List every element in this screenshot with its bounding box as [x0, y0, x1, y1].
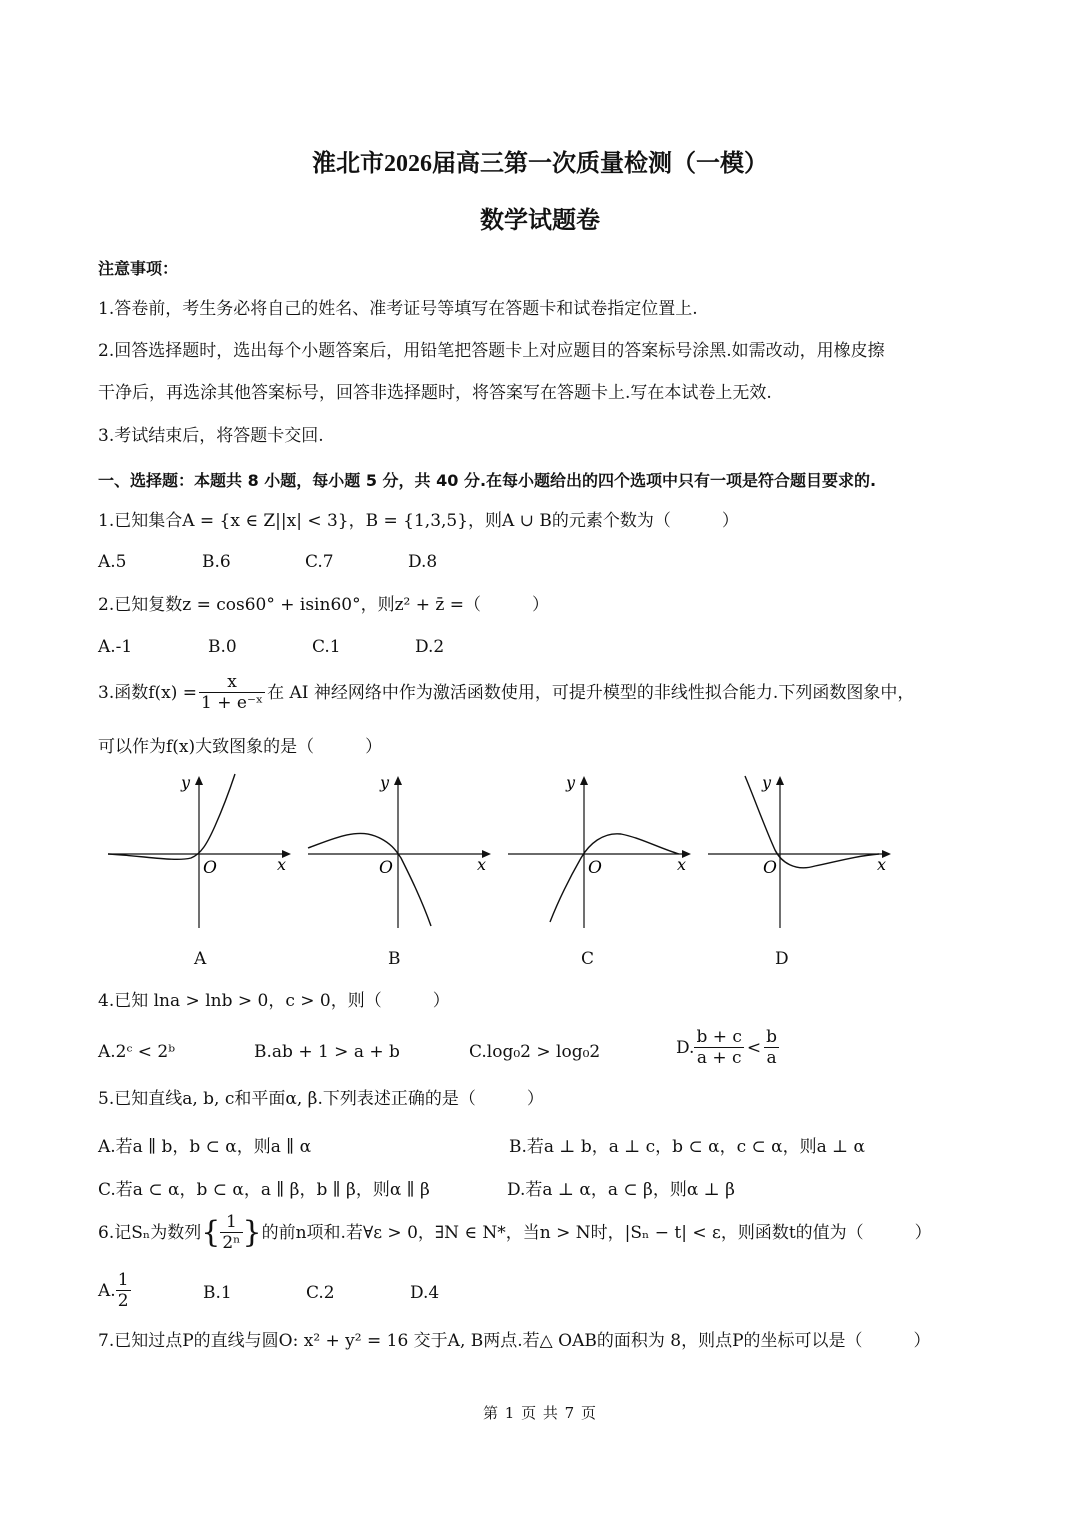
- question-6-fraction: [220, 1212, 242, 1253]
- graph-d-origin: O: [763, 858, 777, 878]
- question-4-option-d-lt: <: [746, 1037, 762, 1058]
- question-2-stem: 2.已知复数z = cos60° + isin60°，则z² + z̄ =（ ）: [98, 595, 549, 615]
- notice-item-3: 3.考试结束后，将答题卡交回.: [98, 426, 324, 446]
- question-4-option-d-den-2: a: [766, 1048, 777, 1068]
- question-4-option-d-frac-1: [694, 1027, 743, 1068]
- graph-c-label: C: [581, 949, 595, 969]
- notice-item-2a: 2.回答选择题时，选出每个小题答案后，用铅笔把答题卡上对应题目的答案标号涂黑.如需改动，用橡皮擦: [98, 341, 885, 361]
- question-1-option-a: A.5: [98, 552, 127, 572]
- question-6-option-a-frac: [116, 1270, 131, 1311]
- question-6-frac-num: 1: [220, 1212, 242, 1233]
- graph-c-y-arrow: [580, 776, 588, 785]
- graph-a-origin: O: [203, 858, 217, 878]
- question-3-line-2: 可以作为f(x)大致图象的是（ ）: [98, 737, 383, 757]
- question-1-option-b: B.6: [202, 552, 231, 572]
- question-4-option-d-frac-2: [764, 1027, 779, 1068]
- question-5-option-d: D.若a ⊥ α，a ⊂ β，则α ⊥ β: [507, 1180, 735, 1200]
- question-3-frac-num: x: [199, 672, 265, 693]
- graph-b-y-label: y: [380, 773, 390, 792]
- question-6-option-a-prefix: A.: [98, 1280, 116, 1301]
- question-2-option-c: C.1: [312, 637, 341, 657]
- notice-item-2b: 干净后，再选涂其他答案标号，回答非选择题时，将答案写在答题卡上.写在本试卷上无效.: [98, 383, 772, 403]
- question-6-option-b: B.1: [203, 1283, 232, 1303]
- question-1-option-d: D.8: [408, 552, 438, 572]
- graph-a-curve: [108, 774, 235, 859]
- graph-d-y-label: y: [762, 773, 772, 792]
- question-6-prefix: 6.记Sₙ为数列: [98, 1222, 202, 1243]
- question-4-stem: 4.已知 lna > lnb > 0，c > 0，则（ ）: [98, 991, 450, 1011]
- graph-a-y-arrow: [195, 776, 203, 785]
- page-subtitle: 数学试题卷: [480, 208, 600, 234]
- question-2-option-b: B.0: [208, 637, 237, 657]
- graph-b-label: B: [388, 949, 401, 969]
- question-2-option-d: D.2: [415, 637, 445, 657]
- graph-c-curve: [550, 834, 679, 922]
- question-3-frac-den: 1 + e⁻ˣ: [201, 693, 264, 713]
- graph-b-origin: O: [379, 858, 393, 878]
- question-2-option-a: A.-1: [98, 637, 133, 657]
- graph-a-y-label: y: [181, 773, 191, 792]
- graph-a-x-label: x: [277, 855, 287, 874]
- question-4-option-c: C.log₀2 > log₀2: [469, 1042, 601, 1062]
- question-6-option-a-den: 2: [117, 1291, 129, 1311]
- question-1-stem: 1.已知集合A = {x ∈ Z||x| < 3}，B = {1,3,5}，则A ∪ B的元素个数为（ ）: [98, 511, 739, 531]
- question-3-suffix: 在 AI 神经网络中作为激活函数使用，可提升模型的非线性拟合能力.下列函数图象中，: [267, 682, 915, 703]
- graph-d-x-label: x: [877, 855, 887, 874]
- question-3-prefix: 3.函数f(x) =: [98, 682, 198, 703]
- page-footer: 第 1 页 共 7 页: [483, 1404, 597, 1422]
- graph-b-y-arrow: [394, 776, 402, 785]
- question-6-brace-right: }: [242, 1214, 262, 1250]
- question-4-option-d-num-1: b + c: [696, 1027, 742, 1047]
- question-6-frac-den: 2ⁿ: [222, 1233, 241, 1253]
- notice-item-1: 1.答卷前，考生务必将自己的姓名、准考证号等填写在答题卡和试卷指定位置上.: [98, 299, 698, 319]
- question-4-option-d-prefix: D.: [676, 1037, 695, 1058]
- question-6-option-a: [98, 1270, 131, 1311]
- question-5-option-c: C.若a ⊂ α，b ⊂ α，a ∥ β，b ∥ β，则α ∥ β: [98, 1180, 430, 1200]
- section-heading: 一、选择题：本题共 8 小题，每小题 5 分，共 40 分.在每小题给出的四个选项中只有一项是符合题目要求的.: [98, 471, 877, 490]
- question-3-stem: [98, 672, 914, 713]
- question-5-stem: 5.已知直线a, b, c和平面α, β.下列表述正确的是（ ）: [98, 1089, 544, 1109]
- question-4-option-d-den-1: a + c: [696, 1048, 742, 1068]
- question-6-brace-left: {: [201, 1214, 221, 1250]
- question-3-fraction: [199, 672, 265, 713]
- graph-b: [305, 770, 495, 930]
- question-5-option-a: A.若a ∥ b，b ⊂ α，则a ∥ α: [98, 1137, 312, 1157]
- graph-d-label: D: [775, 949, 789, 969]
- page-title: 淮北市2026届高三第一次质量检测（一模）: [312, 151, 768, 177]
- question-4-option-d-num-2: b: [766, 1027, 778, 1047]
- question-4-option-a: A.2ᶜ < 2ᵇ: [98, 1042, 176, 1062]
- question-6-stem: [98, 1212, 932, 1253]
- graph-b-curve: [308, 833, 431, 926]
- graph-c-y-label: y: [566, 773, 576, 792]
- graph-a-label: A: [194, 949, 207, 969]
- question-7-stem: 7.已知过点P的直线与圆O: x² + y² = 16 交于A, B两点.若△ OAB的面积为 8，则点P的坐标可以是（ ）: [98, 1331, 931, 1351]
- question-5-option-b: B.若a ⊥ b，a ⊥ c，b ⊂ α，c ⊂ α，则a ⊥ α: [509, 1137, 866, 1157]
- graph-c-x-label: x: [677, 855, 687, 874]
- question-6-suffix: 的前n项和.若∀ε > 0，∃N ∈ N*，当n > N时，|Sₙ − t| < ε，则函数t的值为（ ）: [261, 1222, 932, 1243]
- question-1-option-c: C.7: [305, 552, 334, 572]
- notice-heading: 注意事项：: [98, 259, 179, 278]
- question-6-option-c: C.2: [306, 1283, 335, 1303]
- graph-d-y-arrow: [776, 776, 784, 785]
- graph-d: [705, 770, 895, 930]
- question-4-option-d: [676, 1027, 779, 1068]
- graph-c-origin: O: [588, 858, 602, 878]
- question-6-option-d: D.4: [410, 1283, 440, 1303]
- question-4-option-b: B.ab + 1 > a + b: [254, 1042, 400, 1062]
- graph-a: [105, 770, 295, 930]
- graph-b-x-label: x: [477, 855, 487, 874]
- question-6-option-a-num: 1: [117, 1270, 129, 1290]
- graph-c: [505, 770, 695, 930]
